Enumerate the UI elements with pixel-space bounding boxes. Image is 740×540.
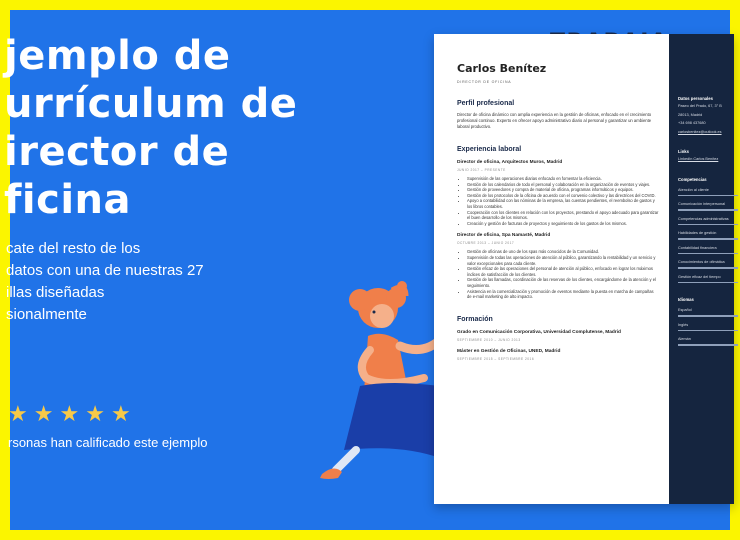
page-frame [4,10,730,530]
list-item: • Asistencia en la comercialización y promoción de eventos mediante la puesta en marcha de campañas de e-mail marketing de alto impacto. [467,289,659,300]
resume-main-column [434,34,669,504]
language-item: Inglés [678,322,689,327]
list-item: • Gestión de las llamadas, coordinación de las reservas de los clientes, encargándome de la atención y el seguimiento. [467,277,659,288]
language-bar [678,315,738,317]
job-bullets [457,176,659,226]
job-title: Director de oficina, Arquitectos Muros, Madrid [457,160,563,165]
list-item: • Supervisión de todas las operaciones de atención al público, garantizando la rentabilidad y un servicio y valor excepcionales para cada cliente. [467,255,659,266]
star-icon: ★ [110,401,131,426]
skill-item: Contabilidad financiera [678,245,717,250]
skill-item: Comunicación interpersonal [678,202,726,206]
linkedin-link: LinkedIn Carlos Benítez [678,157,719,161]
language-bar [678,330,738,332]
contact-heading: Datos personales [678,96,713,101]
skill-bar [678,267,738,269]
skills-heading: Competencias [678,176,707,182]
list-item: • Creación y gestión de facturas de proyectos y seguimiento de los gastos de los mismos. [467,221,659,227]
education-dates: SEPTIEMBRE 2015 – SEPTIEMBRE 2016 [457,356,535,361]
languages-heading: Idiomas [678,297,694,302]
experience-heading: Experiencia laboral [457,146,522,153]
rating-stars [8,402,131,426]
education-title: Grado en Comunicación Corporativa, Universidad Complutense, Madrid [457,329,621,335]
star-icon: ★ [8,401,28,426]
hero-title-line: jemplo de [4,33,231,79]
job-bullets [457,249,659,299]
hero-subtitle-line: illas diseñadas [6,284,105,301]
language-bar [678,344,738,346]
profile-text: Director de oficina dinámico con amplia experiencia en la gestión de oficinas, enfocado en el crecimiento profesional continuo. Experto en ofrecer apoyo administrativo diario al personal y garantizar un ambiente laboral productivo. [457,112,652,129]
hero-subtitle-line: cate del resto de los [6,240,141,257]
hero-subtitle [6,238,204,326]
list-item: • Supervisión de las operaciones diarias enfocado en fomentar la eficiencia. [467,176,659,182]
education-dates: SEPTIEMBRE 2010 – JUNIO 2013 [457,337,521,342]
education-heading: Formación [457,315,493,323]
job-title: Director de oficina, Spa Namasté, Madrid [457,233,551,239]
hero-title-line: urrículum de [4,81,298,127]
list-item: • Gestión de proveedores y compra de material de oficina, programas informáticos y equipos. [467,187,659,193]
star-icon: ★ [33,401,54,426]
job-dates: OCTUBRE 2013 – JUNIO 2017 [457,241,515,246]
education-title: Máster en Gestión de Oficinas, UNED, Madrid [457,348,561,354]
resume-role: DIRECTOR DE OFICINA [457,80,512,84]
hero-subtitle-line: sionalmente [6,306,87,323]
star-icon: ★ [85,401,105,426]
list-item: • Gestión eficaz de las operaciones del personal de atención al público, enfocado en lograr los máximos índices de satisfacción de los clientes. [467,266,659,277]
list-item: • Gestión de oficinas de uno de los spas más conocidos de la Comunidad. [467,249,659,255]
star-icon: ★ [59,401,80,426]
skill-item: Conocimientos de ofimática [678,260,725,264]
skill-bar [678,209,738,211]
language-item: Español [678,308,692,312]
skill-bar [678,253,738,255]
skill-item: Competencias administrativas [678,216,729,221]
list-item: • Gestión de los calendarios de todo el personal y colaboración en la organización de eventos y viajes. [467,182,659,188]
skill-bar [678,282,738,284]
hero-title [4,32,297,224]
list-item: • Apoyo a contabilidad con las nóminas de la empresa, las cuentas pendientes, el reembolso de gastos y los libros contables. [467,198,659,209]
skill-item: Atención al cliente [678,187,709,192]
list-item: • Gestión de los protocolos de la oficina de acuerdo con el convenio colectivo y las directrices del COVID. [467,193,659,199]
contact-email: carlosbenitez@outlook.es [678,129,722,134]
skill-item: Habilidades de gestión [678,231,717,235]
job-dates: JUNIO 2017 – PRESENTE [457,168,506,172]
contact-line: 28013, Madrid [678,112,703,117]
resume-sidebar [669,34,734,504]
rating-text: rsonas han calificado este ejemplo [8,435,208,450]
profile-heading: Perfil profesional [457,100,515,107]
resume-name: Carlos Benítez [457,62,547,75]
list-item: • Cooperación con los clientes en relación con los proyectos, prestando el apoyo adecuado para garantizar el buen desarrollo de los mismos. [467,210,659,221]
language-item: Alemán [678,337,691,341]
hero-title-line: ficina [4,177,132,223]
hero-title-line: irector de [4,129,230,175]
hero-subtitle-line: datos con una de nuestras 27 [6,262,204,279]
skill-bar [678,238,738,240]
skill-bar [678,224,738,226]
contact-line: Paseo del Prado, 67, 3° B [678,104,722,108]
skill-bar [678,195,738,197]
skill-item: Gestión eficaz del tiempo [678,274,721,279]
resume-preview [434,34,734,504]
links-heading: Links [678,149,689,154]
contact-line: +34 698 437680 [678,121,706,125]
